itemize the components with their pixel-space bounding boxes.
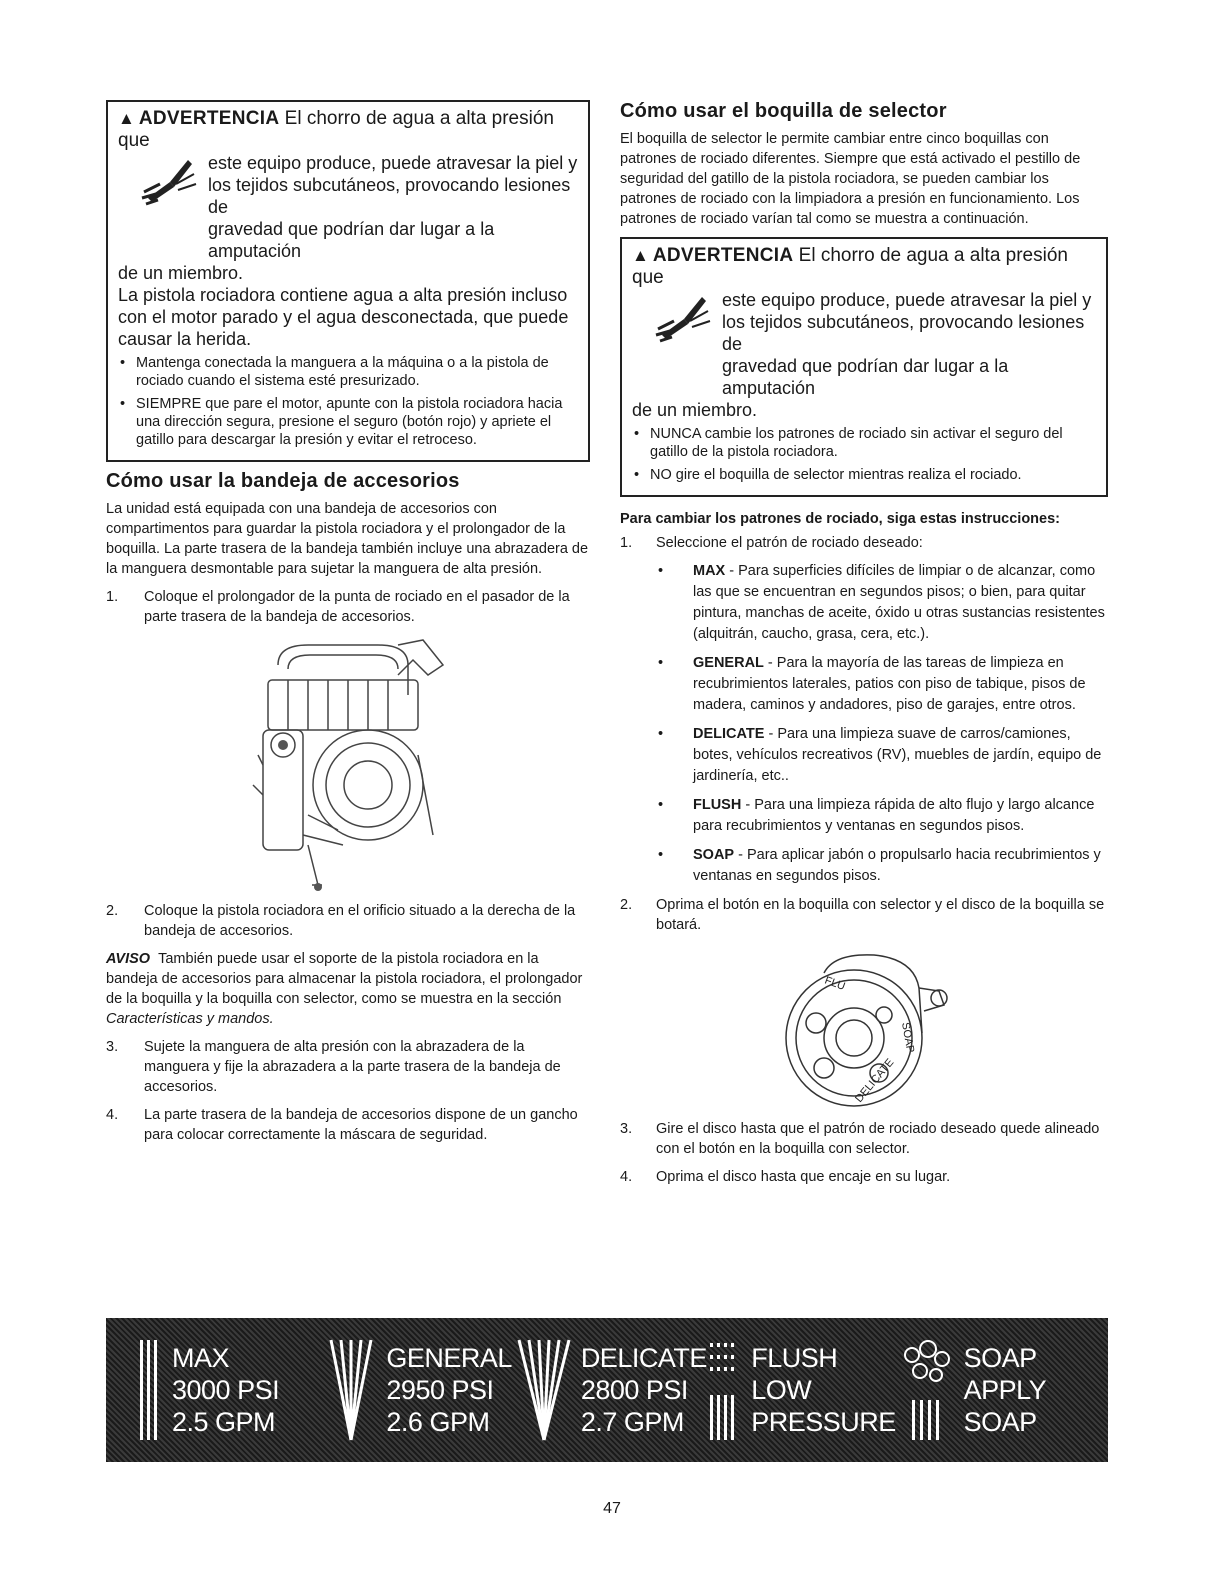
step-number: 1. [620, 535, 633, 551]
step-item [620, 1167, 1108, 1187]
mode-description: - Para la mayoría de las tareas de limpieza en recubrimientos laterales, patios con piso de tabique, pisos de madera, caminos y andadores, piso de garajes, entre otros. [693, 655, 1086, 713]
warning-title: ADVERTENCIA [652, 245, 794, 266]
spray-pattern-banner [106, 1318, 1108, 1462]
nozzle-label-flush: FLU [822, 974, 847, 993]
step-text: Oprima el disco hasta que encaje en su lugar. [656, 1169, 951, 1185]
mode-description: - Para superficies difíciles de limpiar o de alcanzar, como las que se encuentran en segundos pisos; o bien, para quitar pintura, manchas de aceite, óxido u otras sustancias resistentes (alquitrán, caucho, grasa, cera, etc.). [693, 563, 1105, 642]
step-item [106, 901, 590, 941]
warning-bullet: • NUNCA cambie los patrones de rociado sin activar el seguro del gatillo de la pistola rociadora. [632, 425, 1098, 461]
accessory-tray-illustration [248, 635, 448, 895]
warning-title: ADVERTENCIA [138, 108, 280, 129]
warning-header [118, 108, 580, 152]
nozzle-label-delicate: DELICATE [853, 1056, 897, 1105]
accessory-steps-a [106, 587, 590, 627]
warning-bullets [632, 425, 1098, 484]
accessory-tray-intro: La unidad está equipada con una bandeja de accesorios con compartimentos para guardar la pistola rociadora y el prolongador de la boquilla. La parte trasera de la bandeja también incluye una abrazadera de la manguera desmontable para sujetar la manguera de alta presión. [106, 501, 589, 577]
mode-name: GENERAL [693, 655, 764, 671]
left-column [106, 100, 590, 1153]
soap-bubbles-icon [898, 1335, 954, 1445]
nozzle-label-soap: SOAP [899, 1021, 917, 1054]
spray-mode-item [658, 724, 1108, 787]
step-item [106, 1105, 590, 1145]
mode-label: MAX [172, 1343, 230, 1373]
mode-description: - Para una limpieza rápida de alto flujo y largo alcance para recubrimientos y ventanas en segundos pisos. [693, 797, 1095, 834]
warning-line-2: los tejidos subcutáneos, provocando lesiones de [722, 312, 1085, 354]
step-text: Sujete la manguera de alta presión con la abrazadera de la manguera y fije la abrazadera a la parte trasera de la bandeja de accesorios. [144, 1039, 561, 1095]
step-number: 1. [106, 589, 119, 605]
mode-name: DELICATE [693, 726, 765, 742]
warning-box-left [106, 100, 590, 462]
mode-pressure: 2800 PSI [580, 1375, 688, 1405]
mode-label: GENERAL [386, 1343, 512, 1373]
selector-nozzle-intro: El boquilla de selector le permite cambiar entre cinco boquillas con patrones de rociado diferentes. Siempre que está activado el pestillo de seguridad del gatillo de la pistola rociadora, se pueden cambiar los patrones de rociado con la limpiadora a presión en funcionamiento. Los patrones de rociado varían tal como se muestra a continuación. [620, 131, 1081, 227]
warning-line-3: gravedad que podrían dar lugar a la amputación [208, 219, 495, 261]
instructions-subheading: Para cambiar los patrones de rociado, siga estas instrucciones: [620, 511, 1060, 527]
aviso-reference: Características y mandos. [106, 1011, 274, 1027]
mode-name: MAX [693, 563, 726, 579]
spray-mode-item [658, 653, 1108, 716]
delicate-spray-icon [517, 1335, 571, 1445]
mode-label: FLUSH [751, 1343, 838, 1373]
injection-hazard-icon [140, 154, 200, 210]
banner-mode-delicate [517, 1335, 707, 1445]
aviso-note [106, 949, 590, 1029]
accessory-steps-c [106, 1037, 590, 1145]
selector-steps-a [620, 533, 1108, 553]
flush-spray-icon [707, 1335, 741, 1445]
mode-flow: 2.7 GPM [580, 1407, 684, 1437]
general-spray-icon [326, 1335, 376, 1445]
warning-paragraph: La pistola rociadora contiene agua a alta presión incluso con el motor parado y el agua desconectada, que puede causar la herida. [118, 285, 569, 349]
step-text: La parte trasera de la bandeja de accesorios dispone de un gancho para colocar correctamente la máscara de seguridad. [144, 1107, 578, 1143]
step-item [106, 587, 590, 627]
warning-triangle-icon: ▲ [118, 109, 135, 128]
warning-body [118, 152, 580, 350]
step-number: 2. [106, 903, 119, 919]
warning-line-1: este equipo produce, puede atravesar la piel y [208, 153, 578, 173]
spray-mode-item [658, 561, 1108, 645]
step-item [620, 533, 1108, 553]
step-item [620, 1119, 1108, 1159]
warning-bullet: • NO gire el boquilla de selector mientras realiza el rociado. [632, 466, 1098, 484]
mode-flow: PRESSURE [751, 1407, 896, 1437]
step-text: Gire el disco hasta que el patrón de rociado deseado quede alineado con el botón en la boquilla con selector. [656, 1121, 1100, 1157]
mode-pressure: APPLY [963, 1375, 1047, 1405]
banner-mode-general [326, 1335, 516, 1445]
warning-bullet: • SIEMPRE que pare el motor, apunte con la pistola rociadora hacia una dirección segura, presione el seguro (botón rojo) y apriete el gatillo para descargar la presión y evitar el retroceso. [118, 395, 580, 449]
warning-lead: El chorro de agua a alta presión que [118, 108, 554, 151]
step-number: 3. [106, 1039, 119, 1055]
warning-line-2: los tejidos subcutáneos, provocando lesiones de [208, 175, 571, 217]
banner-mode-max [136, 1335, 326, 1445]
step-item [620, 895, 1108, 935]
selector-steps-c [620, 1119, 1108, 1187]
selector-steps-b [620, 895, 1108, 935]
selector-nozzle-illustration [764, 943, 964, 1113]
mode-flow: 2.6 GPM [386, 1407, 490, 1437]
mode-description: - Para aplicar jabón o propulsarlo hacia recubrimientos y ventanas en segundos pisos. [693, 847, 1101, 884]
banner-mode-soap [898, 1335, 1088, 1445]
warning-body [632, 289, 1098, 421]
injection-hazard-icon [654, 291, 714, 347]
accessory-steps-b [106, 901, 590, 941]
section-heading-accessory-tray: Cómo usar la bandeja de accesorios [106, 470, 460, 492]
mode-label: DELICATE [580, 1343, 707, 1373]
mode-description: - Para una limpieza suave de carros/camiones, botes, vehículos recreativos (RV), muebles de jardín, equipo de jardinería, etc.. [693, 726, 1102, 784]
mode-flow: SOAP [963, 1407, 1037, 1437]
step-number: 2. [620, 897, 633, 913]
warning-header [632, 245, 1098, 289]
warning-line-3: gravedad que podrían dar lugar a la amputación [722, 356, 1009, 398]
max-spray-icon [136, 1335, 162, 1445]
spray-mode-item [658, 795, 1108, 837]
mode-label: SOAP [963, 1343, 1037, 1373]
page-number: 47 [603, 1500, 621, 1517]
warning-triangle-icon: ▲ [632, 246, 649, 265]
mode-pressure: 2950 PSI [386, 1375, 494, 1405]
mode-pressure: 3000 PSI [172, 1375, 280, 1405]
mode-name: SOAP [693, 847, 735, 863]
mode-flow: 2.5 GPM [172, 1407, 276, 1437]
warning-box-right [620, 237, 1108, 497]
step-item [106, 1037, 590, 1097]
spray-mode-list [658, 561, 1108, 887]
warning-tail: de un miembro. [632, 400, 758, 420]
step-text: Coloque la pistola rociadora en el orificio situado a la derecha de la bandeja de accesorios. [144, 903, 576, 939]
warning-line-1: este equipo produce, puede atravesar la piel y [722, 290, 1092, 310]
warning-lead: El chorro de agua a alta presión que [632, 245, 1068, 288]
spray-mode-item [658, 845, 1108, 887]
banner-mode-flush [707, 1335, 897, 1445]
warning-bullets [118, 354, 580, 449]
right-column [620, 100, 1108, 1195]
step-text: Coloque el prolongador de la punta de rociado en el pasador de la parte trasera de la bandeja de accesorios. [144, 589, 570, 625]
warning-bullet: • Mantenga conectada la manguera a la máquina o a la pistola de rociado cuando el sistema esté presurizado. [118, 354, 580, 390]
step-text: Oprima el botón en la boquilla con selector y el disco de la boquilla se botará. [656, 897, 1105, 933]
aviso-text: También puede usar el soporte de la pistola rociadora en la bandeja de accesorios para almacenar la pistola rociadora, el prolongador de la boquilla y la boquilla con selector, como se muestra en la sección [106, 951, 583, 1007]
step-number: 3. [620, 1121, 633, 1137]
warning-tail: de un miembro. [118, 263, 244, 283]
step-text: Seleccione el patrón de rociado deseado: [656, 535, 923, 551]
mode-name: FLUSH [693, 797, 742, 813]
aviso-label: AVISO [106, 951, 151, 967]
step-number: 4. [106, 1107, 119, 1123]
section-heading-selector-nozzle: Cómo usar el boquilla de selector [620, 100, 947, 122]
step-number: 4. [620, 1169, 633, 1185]
mode-pressure: LOW [751, 1375, 812, 1405]
